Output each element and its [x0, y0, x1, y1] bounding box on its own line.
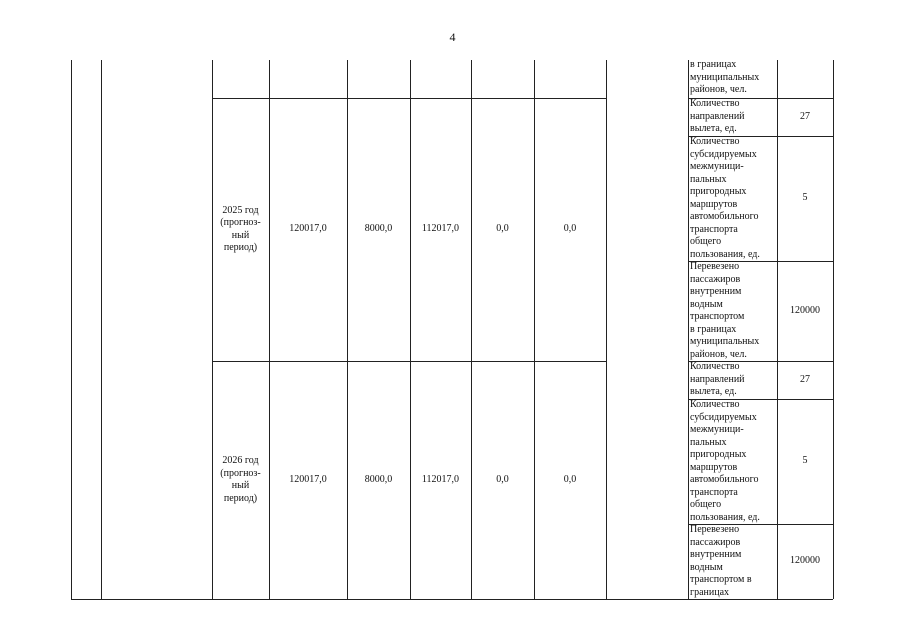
indicator-label: Количество субсидируемых межмуници- пальных пригородных маршрутов автомобильного транспорта общего пользования, ед.	[690, 136, 760, 260]
indicator-label: Количество субсидируемых межмуници- пальных пригородных маршрутов автомобильного транспорта общего пользования, ед.	[690, 399, 760, 523]
indicator-value: 27	[800, 373, 810, 385]
total-value-2026: 120017,0	[289, 473, 327, 485]
value-col3-2026: 112017,0	[421, 473, 460, 485]
year-cell-2025: 2025 год (прогноз- ный период)	[220, 204, 261, 253]
value-col2-2026: 8000,0	[364, 473, 393, 485]
indicator-label-continued: в границах муниципальных районов, чел.	[690, 59, 760, 95]
value-col5-2025: 0,0	[563, 223, 577, 235]
indicator-label: Количество направлений вылета, ед.	[690, 98, 745, 134]
table-border-bottom	[71, 599, 833, 600]
value-col4-2026: 0,0	[496, 473, 509, 485]
indicator-label: Перевезено пассажиров внутренним водным транспортом в границах муниципальных районов, чел.	[690, 261, 760, 360]
table-border-right	[833, 60, 834, 599]
value-col3-2025: 112017,0	[421, 223, 460, 235]
indicator-value: 5	[802, 455, 808, 467]
value-col2-2025: 8000,0	[364, 223, 393, 235]
indicator-value: 120000	[790, 555, 820, 567]
value-col5-2026: 0,0	[563, 473, 577, 485]
table-border-left	[71, 60, 72, 599]
column-divider	[101, 60, 102, 599]
indicator-value: 120000	[790, 304, 820, 316]
total-value-2025: 120017,0	[289, 223, 327, 235]
indicator-label: Количество направлений вылета, ед.	[690, 361, 745, 397]
page-number: 4	[449, 30, 456, 44]
column-divider	[606, 60, 607, 599]
indicator-value: 27	[800, 110, 810, 122]
value-col4-2025: 0,0	[496, 223, 509, 235]
year-cell-2026: 2026 год (прогноз- ный период)	[220, 455, 261, 504]
indicator-value: 5	[802, 192, 808, 204]
indicator-label: Перевезено пассажиров внутренним водным транспортом в границах	[690, 524, 752, 598]
